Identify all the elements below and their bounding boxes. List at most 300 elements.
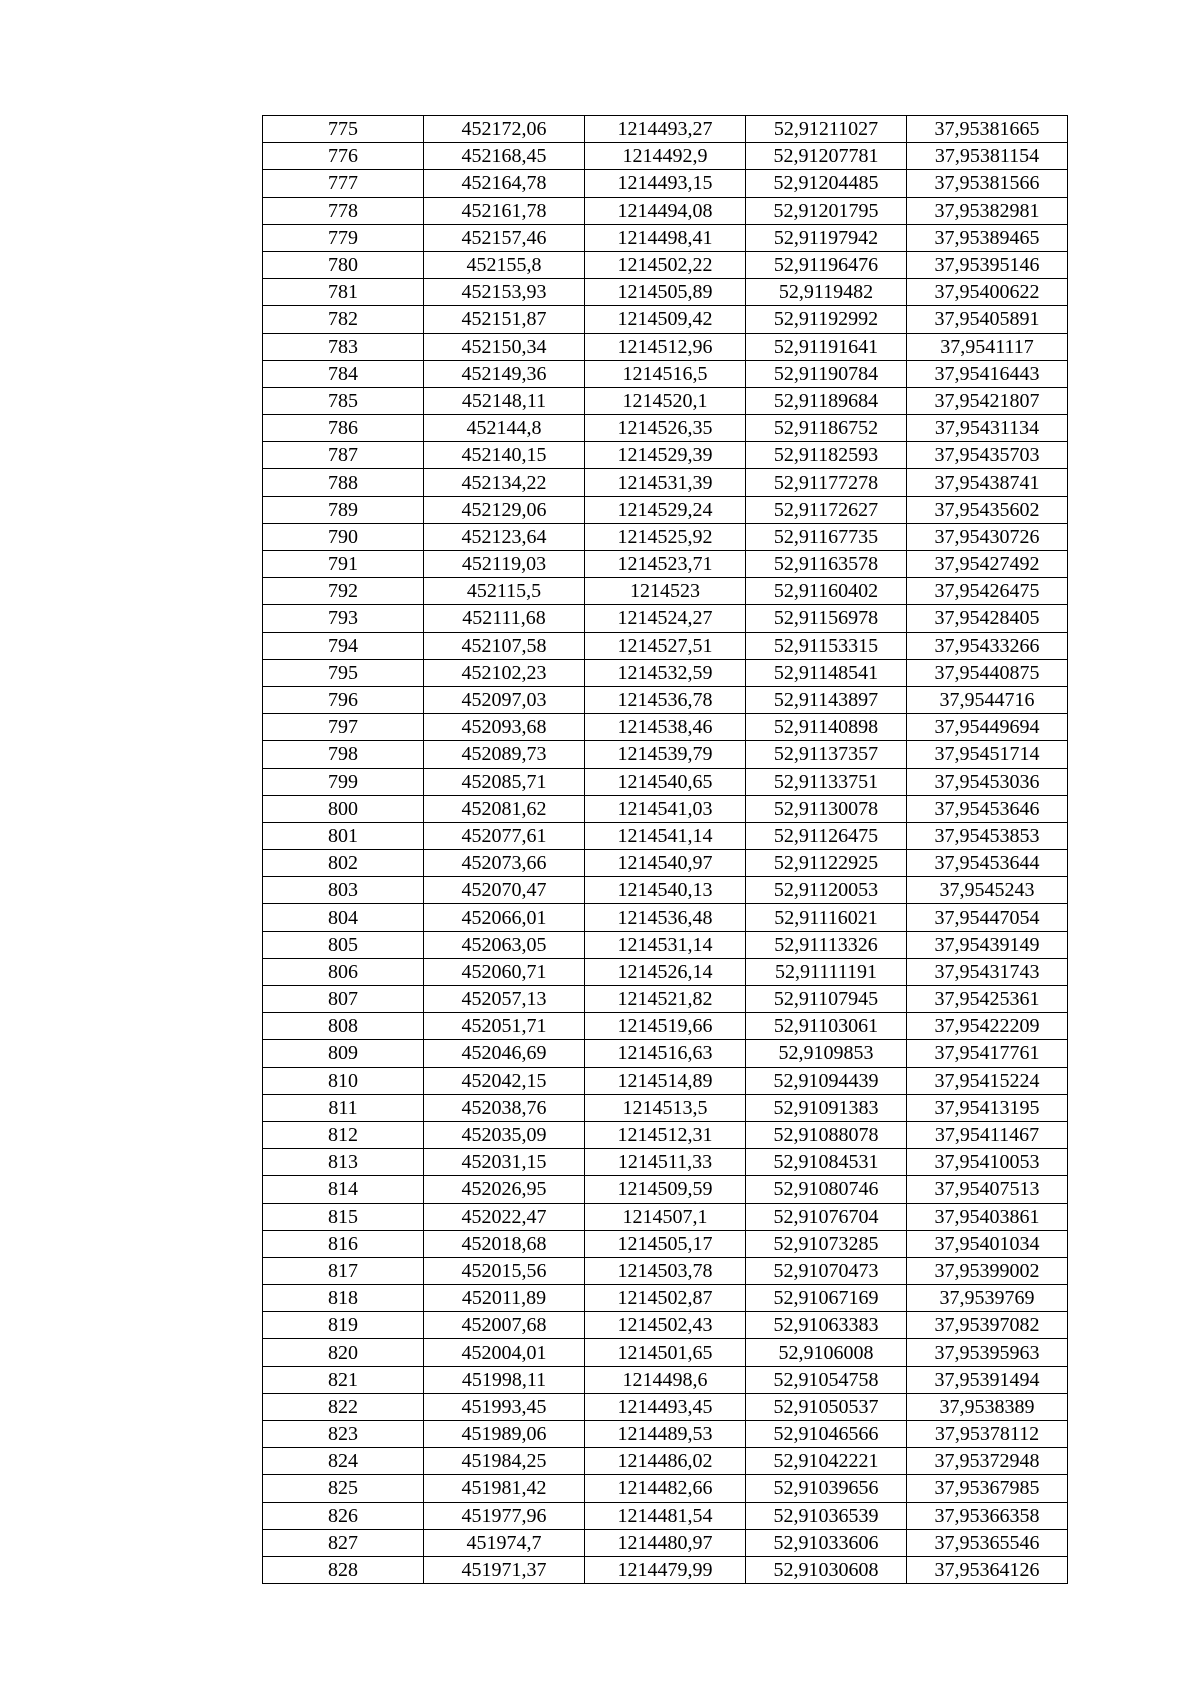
table-row (263, 1040, 1068, 1067)
point-number-cell: 798 (263, 741, 424, 768)
x-coordinate-cell: 452035,09 (424, 1121, 585, 1148)
table-row (263, 850, 1068, 877)
y-coordinate-cell: 1214519,66 (585, 1013, 746, 1040)
x-coordinate-cell: 452161,78 (424, 197, 585, 224)
longitude-cell: 37,9545243 (907, 877, 1068, 904)
y-coordinate-cell: 1214527,51 (585, 632, 746, 659)
table-row (263, 197, 1068, 224)
latitude-cell: 52,91167735 (746, 523, 907, 550)
longitude-cell: 37,95433266 (907, 632, 1068, 659)
y-coordinate-cell: 1214512,31 (585, 1121, 746, 1148)
longitude-cell: 37,95453036 (907, 768, 1068, 795)
y-coordinate-cell: 1214523,71 (585, 551, 746, 578)
table-row (263, 1448, 1068, 1475)
point-number-cell: 784 (263, 360, 424, 387)
x-coordinate-cell: 452123,64 (424, 523, 585, 550)
table-row (263, 143, 1068, 170)
y-coordinate-cell: 1214521,82 (585, 986, 746, 1013)
latitude-cell: 52,91201795 (746, 197, 907, 224)
longitude-cell: 37,95411467 (907, 1121, 1068, 1148)
x-coordinate-cell: 452004,01 (424, 1339, 585, 1366)
x-coordinate-cell: 451981,42 (424, 1475, 585, 1502)
table-row (263, 251, 1068, 278)
point-number-cell: 822 (263, 1393, 424, 1420)
point-number-cell: 826 (263, 1502, 424, 1529)
latitude-cell: 52,91073285 (746, 1230, 907, 1257)
table-row (263, 1094, 1068, 1121)
longitude-cell: 37,95395963 (907, 1339, 1068, 1366)
table-row (263, 415, 1068, 442)
y-coordinate-cell: 1214540,97 (585, 850, 746, 877)
point-number-cell: 790 (263, 523, 424, 550)
latitude-cell: 52,91122925 (746, 850, 907, 877)
point-number-cell: 810 (263, 1067, 424, 1094)
y-coordinate-cell: 1214489,53 (585, 1421, 746, 1448)
y-coordinate-cell: 1214531,14 (585, 931, 746, 958)
point-number-cell: 823 (263, 1421, 424, 1448)
point-number-cell: 786 (263, 415, 424, 442)
x-coordinate-cell: 451998,11 (424, 1366, 585, 1393)
table-row (263, 333, 1068, 360)
point-number-cell: 804 (263, 904, 424, 931)
x-coordinate-cell: 452119,03 (424, 551, 585, 578)
point-number-cell: 825 (263, 1475, 424, 1502)
x-coordinate-cell: 452089,73 (424, 741, 585, 768)
y-coordinate-cell: 1214513,5 (585, 1094, 746, 1121)
table-row (263, 1312, 1068, 1339)
point-number-cell: 805 (263, 931, 424, 958)
latitude-cell: 52,91192992 (746, 306, 907, 333)
latitude-cell: 52,9109853 (746, 1040, 907, 1067)
longitude-cell: 37,95435602 (907, 496, 1068, 523)
point-number-cell: 775 (263, 116, 424, 143)
latitude-cell: 52,91148541 (746, 659, 907, 686)
table-row (263, 1121, 1068, 1148)
point-number-cell: 797 (263, 714, 424, 741)
y-coordinate-cell: 1214479,99 (585, 1556, 746, 1583)
x-coordinate-cell: 452077,61 (424, 822, 585, 849)
x-coordinate-cell: 452031,15 (424, 1149, 585, 1176)
longitude-cell: 37,95410053 (907, 1149, 1068, 1176)
latitude-cell: 52,91080746 (746, 1176, 907, 1203)
x-coordinate-cell: 452097,03 (424, 686, 585, 713)
table-row (263, 877, 1068, 904)
table-row (263, 768, 1068, 795)
y-coordinate-cell: 1214541,03 (585, 795, 746, 822)
point-number-cell: 794 (263, 632, 424, 659)
table-row (263, 1529, 1068, 1556)
longitude-cell: 37,95382981 (907, 197, 1068, 224)
latitude-cell: 52,91207781 (746, 143, 907, 170)
x-coordinate-cell: 452011,89 (424, 1285, 585, 1312)
longitude-cell: 37,95401034 (907, 1230, 1068, 1257)
x-coordinate-cell: 452042,15 (424, 1067, 585, 1094)
longitude-cell: 37,95397082 (907, 1312, 1068, 1339)
longitude-cell: 37,95453646 (907, 795, 1068, 822)
x-coordinate-cell: 452168,45 (424, 143, 585, 170)
point-number-cell: 809 (263, 1040, 424, 1067)
latitude-cell: 52,91033606 (746, 1529, 907, 1556)
latitude-cell: 52,91054758 (746, 1366, 907, 1393)
table-row (263, 551, 1068, 578)
point-number-cell: 799 (263, 768, 424, 795)
coordinates-table-body (263, 116, 1068, 1584)
table-row (263, 224, 1068, 251)
y-coordinate-cell: 1214520,1 (585, 387, 746, 414)
table-row (263, 986, 1068, 1013)
x-coordinate-cell: 452129,06 (424, 496, 585, 523)
point-number-cell: 793 (263, 605, 424, 632)
table-row (263, 659, 1068, 686)
table-row (263, 1556, 1068, 1583)
latitude-cell: 52,91143897 (746, 686, 907, 713)
y-coordinate-cell: 1214493,45 (585, 1393, 746, 1420)
table-row (263, 795, 1068, 822)
latitude-cell: 52,91172627 (746, 496, 907, 523)
longitude-cell: 37,95395146 (907, 251, 1068, 278)
point-number-cell: 779 (263, 224, 424, 251)
y-coordinate-cell: 1214505,89 (585, 279, 746, 306)
table-row (263, 1067, 1068, 1094)
longitude-cell: 37,95378112 (907, 1421, 1068, 1448)
longitude-cell: 37,95366358 (907, 1502, 1068, 1529)
y-coordinate-cell: 1214480,97 (585, 1529, 746, 1556)
y-coordinate-cell: 1214501,65 (585, 1339, 746, 1366)
x-coordinate-cell: 452148,11 (424, 387, 585, 414)
longitude-cell: 37,95431743 (907, 958, 1068, 985)
longitude-cell: 37,95428405 (907, 605, 1068, 632)
latitude-cell: 52,91137357 (746, 741, 907, 768)
latitude-cell: 52,91191641 (746, 333, 907, 360)
y-coordinate-cell: 1214482,66 (585, 1475, 746, 1502)
latitude-cell: 52,91042221 (746, 1448, 907, 1475)
point-number-cell: 795 (263, 659, 424, 686)
longitude-cell: 37,95381665 (907, 116, 1068, 143)
longitude-cell: 37,95407513 (907, 1176, 1068, 1203)
point-number-cell: 828 (263, 1556, 424, 1583)
x-coordinate-cell: 451993,45 (424, 1393, 585, 1420)
longitude-cell: 37,95453853 (907, 822, 1068, 849)
longitude-cell: 37,95381154 (907, 143, 1068, 170)
x-coordinate-cell: 451974,7 (424, 1529, 585, 1556)
latitude-cell: 52,91084531 (746, 1149, 907, 1176)
latitude-cell: 52,91186752 (746, 415, 907, 442)
table-row (263, 1230, 1068, 1257)
longitude-cell: 37,95447054 (907, 904, 1068, 931)
y-coordinate-cell: 1214505,17 (585, 1230, 746, 1257)
table-row (263, 1475, 1068, 1502)
longitude-cell: 37,9538389 (907, 1393, 1068, 1420)
latitude-cell: 52,91050537 (746, 1393, 907, 1420)
y-coordinate-cell: 1214492,9 (585, 143, 746, 170)
longitude-cell: 37,9544716 (907, 686, 1068, 713)
y-coordinate-cell: 1214523 (585, 578, 746, 605)
x-coordinate-cell: 452085,71 (424, 768, 585, 795)
x-coordinate-cell: 452038,76 (424, 1094, 585, 1121)
longitude-cell: 37,95431134 (907, 415, 1068, 442)
latitude-cell: 52,91094439 (746, 1067, 907, 1094)
point-number-cell: 780 (263, 251, 424, 278)
longitude-cell: 37,95426475 (907, 578, 1068, 605)
point-number-cell: 796 (263, 686, 424, 713)
longitude-cell: 37,95416443 (907, 360, 1068, 387)
x-coordinate-cell: 452057,13 (424, 986, 585, 1013)
longitude-cell: 37,95413195 (907, 1094, 1068, 1121)
y-coordinate-cell: 1214494,08 (585, 197, 746, 224)
y-coordinate-cell: 1214481,54 (585, 1502, 746, 1529)
point-number-cell: 814 (263, 1176, 424, 1203)
x-coordinate-cell: 452081,62 (424, 795, 585, 822)
table-row (263, 822, 1068, 849)
y-coordinate-cell: 1214502,43 (585, 1312, 746, 1339)
y-coordinate-cell: 1214540,65 (585, 768, 746, 795)
point-number-cell: 816 (263, 1230, 424, 1257)
latitude-cell: 52,91182593 (746, 442, 907, 469)
table-row (263, 523, 1068, 550)
table-row (263, 931, 1068, 958)
y-coordinate-cell: 1214486,02 (585, 1448, 746, 1475)
x-coordinate-cell: 452015,56 (424, 1257, 585, 1284)
x-coordinate-cell: 451977,96 (424, 1502, 585, 1529)
table-row (263, 1339, 1068, 1366)
longitude-cell: 37,95440875 (907, 659, 1068, 686)
x-coordinate-cell: 452107,58 (424, 632, 585, 659)
latitude-cell: 52,91130078 (746, 795, 907, 822)
x-coordinate-cell: 452134,22 (424, 469, 585, 496)
point-number-cell: 785 (263, 387, 424, 414)
latitude-cell: 52,91196476 (746, 251, 907, 278)
x-coordinate-cell: 452149,36 (424, 360, 585, 387)
y-coordinate-cell: 1214526,14 (585, 958, 746, 985)
table-row (263, 469, 1068, 496)
point-number-cell: 787 (263, 442, 424, 469)
point-number-cell: 776 (263, 143, 424, 170)
point-number-cell: 819 (263, 1312, 424, 1339)
table-row (263, 1149, 1068, 1176)
latitude-cell: 52,91190784 (746, 360, 907, 387)
table-row (263, 279, 1068, 306)
y-coordinate-cell: 1214536,78 (585, 686, 746, 713)
point-number-cell: 813 (263, 1149, 424, 1176)
table-row (263, 306, 1068, 333)
longitude-cell: 37,95415224 (907, 1067, 1068, 1094)
table-row (263, 116, 1068, 143)
latitude-cell: 52,91133751 (746, 768, 907, 795)
point-number-cell: 812 (263, 1121, 424, 1148)
table-row (263, 714, 1068, 741)
point-number-cell: 807 (263, 986, 424, 1013)
y-coordinate-cell: 1214540,13 (585, 877, 746, 904)
point-number-cell: 827 (263, 1529, 424, 1556)
y-coordinate-cell: 1214532,59 (585, 659, 746, 686)
latitude-cell: 52,91116021 (746, 904, 907, 931)
latitude-cell: 52,91091383 (746, 1094, 907, 1121)
point-number-cell: 791 (263, 551, 424, 578)
y-coordinate-cell: 1214512,96 (585, 333, 746, 360)
table-row (263, 1013, 1068, 1040)
x-coordinate-cell: 451984,25 (424, 1448, 585, 1475)
point-number-cell: 781 (263, 279, 424, 306)
x-coordinate-cell: 452093,68 (424, 714, 585, 741)
y-coordinate-cell: 1214524,27 (585, 605, 746, 632)
x-coordinate-cell: 452102,23 (424, 659, 585, 686)
point-number-cell: 806 (263, 958, 424, 985)
y-coordinate-cell: 1214498,41 (585, 224, 746, 251)
point-number-cell: 811 (263, 1094, 424, 1121)
table-row (263, 1393, 1068, 1420)
x-coordinate-cell: 452140,15 (424, 442, 585, 469)
table-row (263, 632, 1068, 659)
x-coordinate-cell: 452070,47 (424, 877, 585, 904)
latitude-cell: 52,91070473 (746, 1257, 907, 1284)
y-coordinate-cell: 1214507,1 (585, 1203, 746, 1230)
y-coordinate-cell: 1214539,79 (585, 741, 746, 768)
y-coordinate-cell: 1214509,42 (585, 306, 746, 333)
point-number-cell: 777 (263, 170, 424, 197)
longitude-cell: 37,95453644 (907, 850, 1068, 877)
x-coordinate-cell: 452051,71 (424, 1013, 585, 1040)
x-coordinate-cell: 452144,8 (424, 415, 585, 442)
x-coordinate-cell: 452153,93 (424, 279, 585, 306)
table-row (263, 442, 1068, 469)
longitude-cell: 37,95425361 (907, 986, 1068, 1013)
x-coordinate-cell: 452115,5 (424, 578, 585, 605)
y-coordinate-cell: 1214531,39 (585, 469, 746, 496)
longitude-cell: 37,95421807 (907, 387, 1068, 414)
table-row (263, 496, 1068, 523)
longitude-cell: 37,95389465 (907, 224, 1068, 251)
x-coordinate-cell: 452172,06 (424, 116, 585, 143)
longitude-cell: 37,95372948 (907, 1448, 1068, 1475)
latitude-cell: 52,91067169 (746, 1285, 907, 1312)
coordinates-table (262, 115, 1068, 1584)
x-coordinate-cell: 452018,68 (424, 1230, 585, 1257)
x-coordinate-cell: 452151,87 (424, 306, 585, 333)
y-coordinate-cell: 1214493,27 (585, 116, 746, 143)
point-number-cell: 802 (263, 850, 424, 877)
longitude-cell: 37,95364126 (907, 1556, 1068, 1583)
x-coordinate-cell: 452026,95 (424, 1176, 585, 1203)
longitude-cell: 37,95451714 (907, 741, 1068, 768)
latitude-cell: 52,91160402 (746, 578, 907, 605)
x-coordinate-cell: 452066,01 (424, 904, 585, 931)
table-row (263, 170, 1068, 197)
latitude-cell: 52,91039656 (746, 1475, 907, 1502)
latitude-cell: 52,91036539 (746, 1502, 907, 1529)
point-number-cell: 788 (263, 469, 424, 496)
longitude-cell: 37,95438741 (907, 469, 1068, 496)
table-row (263, 1257, 1068, 1284)
longitude-cell: 37,95422209 (907, 1013, 1068, 1040)
latitude-cell: 52,91163578 (746, 551, 907, 578)
y-coordinate-cell: 1214529,39 (585, 442, 746, 469)
latitude-cell: 52,91197942 (746, 224, 907, 251)
longitude-cell: 37,95435703 (907, 442, 1068, 469)
y-coordinate-cell: 1214516,5 (585, 360, 746, 387)
table-row (263, 1203, 1068, 1230)
latitude-cell: 52,91204485 (746, 170, 907, 197)
table-row (263, 1366, 1068, 1393)
point-number-cell: 818 (263, 1285, 424, 1312)
longitude-cell: 37,95403861 (907, 1203, 1068, 1230)
x-coordinate-cell: 452007,68 (424, 1312, 585, 1339)
point-number-cell: 801 (263, 822, 424, 849)
y-coordinate-cell: 1214503,78 (585, 1257, 746, 1284)
y-coordinate-cell: 1214541,14 (585, 822, 746, 849)
longitude-cell: 37,9541117 (907, 333, 1068, 360)
table-row (263, 741, 1068, 768)
table-row (263, 578, 1068, 605)
y-coordinate-cell: 1214514,89 (585, 1067, 746, 1094)
latitude-cell: 52,91107945 (746, 986, 907, 1013)
latitude-cell: 52,91111191 (746, 958, 907, 985)
table-row (263, 958, 1068, 985)
latitude-cell: 52,91113326 (746, 931, 907, 958)
y-coordinate-cell: 1214509,59 (585, 1176, 746, 1203)
x-coordinate-cell: 452022,47 (424, 1203, 585, 1230)
point-number-cell: 824 (263, 1448, 424, 1475)
y-coordinate-cell: 1214502,22 (585, 251, 746, 278)
table-row (263, 605, 1068, 632)
latitude-cell: 52,9119482 (746, 279, 907, 306)
latitude-cell: 52,91177278 (746, 469, 907, 496)
latitude-cell: 52,91030608 (746, 1556, 907, 1583)
point-number-cell: 803 (263, 877, 424, 904)
table-row (263, 1502, 1068, 1529)
y-coordinate-cell: 1214498,6 (585, 1366, 746, 1393)
point-number-cell: 820 (263, 1339, 424, 1366)
point-number-cell: 817 (263, 1257, 424, 1284)
longitude-cell: 37,95367985 (907, 1475, 1068, 1502)
longitude-cell: 37,95417761 (907, 1040, 1068, 1067)
y-coordinate-cell: 1214538,46 (585, 714, 746, 741)
latitude-cell: 52,9106008 (746, 1339, 907, 1366)
longitude-cell: 37,95391494 (907, 1366, 1068, 1393)
x-coordinate-cell: 452155,8 (424, 251, 585, 278)
table-row (263, 686, 1068, 713)
table-row (263, 1285, 1068, 1312)
x-coordinate-cell: 452164,78 (424, 170, 585, 197)
x-coordinate-cell: 452073,66 (424, 850, 585, 877)
table-row (263, 360, 1068, 387)
longitude-cell: 37,95439149 (907, 931, 1068, 958)
longitude-cell: 37,95365546 (907, 1529, 1068, 1556)
x-coordinate-cell: 452060,71 (424, 958, 585, 985)
point-number-cell: 789 (263, 496, 424, 523)
latitude-cell: 52,91153315 (746, 632, 907, 659)
table-row (263, 1421, 1068, 1448)
point-number-cell: 792 (263, 578, 424, 605)
point-number-cell: 821 (263, 1366, 424, 1393)
x-coordinate-cell: 452150,34 (424, 333, 585, 360)
point-number-cell: 808 (263, 1013, 424, 1040)
y-coordinate-cell: 1214526,35 (585, 415, 746, 442)
longitude-cell: 37,95381566 (907, 170, 1068, 197)
y-coordinate-cell: 1214493,15 (585, 170, 746, 197)
y-coordinate-cell: 1214525,92 (585, 523, 746, 550)
longitude-cell: 37,95449694 (907, 714, 1068, 741)
y-coordinate-cell: 1214511,33 (585, 1149, 746, 1176)
longitude-cell: 37,95430726 (907, 523, 1068, 550)
y-coordinate-cell: 1214502,87 (585, 1285, 746, 1312)
latitude-cell: 52,91076704 (746, 1203, 907, 1230)
x-coordinate-cell: 451989,06 (424, 1421, 585, 1448)
point-number-cell: 815 (263, 1203, 424, 1230)
x-coordinate-cell: 451971,37 (424, 1556, 585, 1583)
latitude-cell: 52,91211027 (746, 116, 907, 143)
longitude-cell: 37,9539769 (907, 1285, 1068, 1312)
x-coordinate-cell: 452046,69 (424, 1040, 585, 1067)
